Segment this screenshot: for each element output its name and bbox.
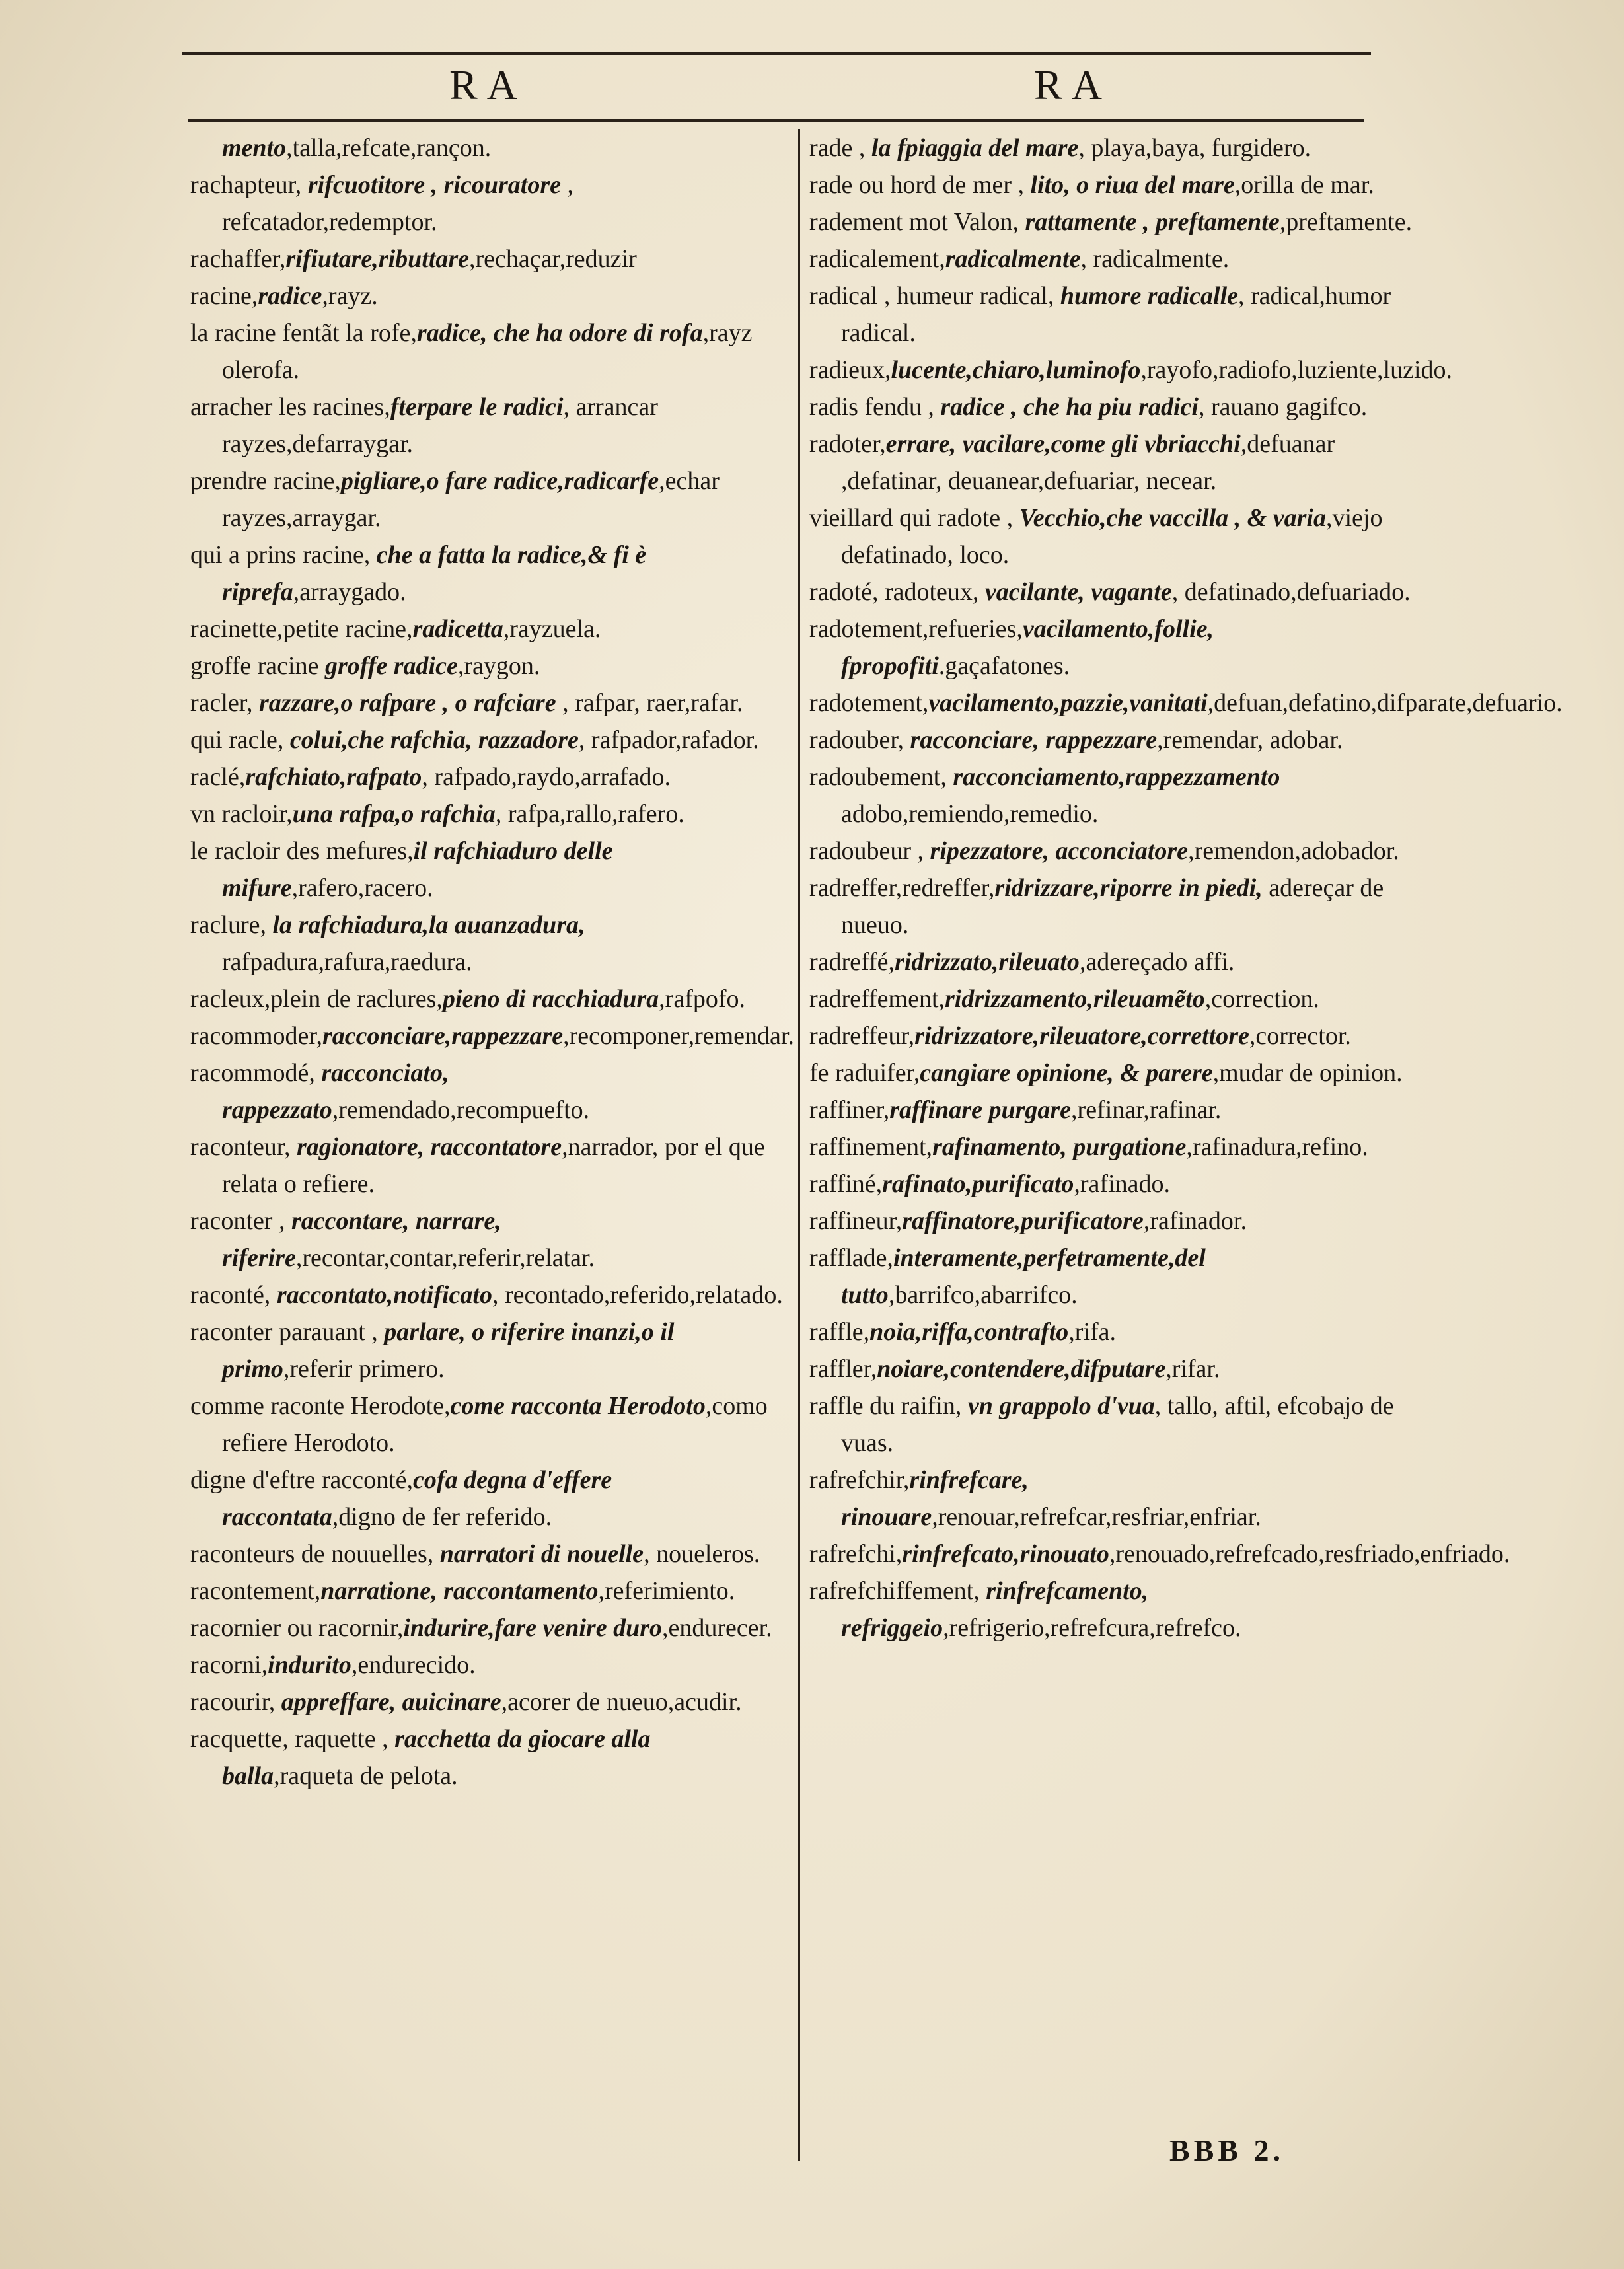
french-headword: groffe racine — [190, 652, 325, 680]
dictionary-entry — [809, 426, 1421, 500]
french-headword: raconté, — [190, 1281, 277, 1309]
italian-gloss: ridrizzato,rileuato — [895, 948, 1080, 976]
dictionary-entry — [809, 1092, 1421, 1129]
spanish-gloss: ,correction. — [1204, 985, 1319, 1013]
spanish-gloss: , arrancar rayzes,defarraygar. — [222, 393, 658, 458]
spanish-gloss: , radical,humor radical. — [841, 282, 1391, 347]
spanish-gloss: ,viejo defatinado, loco. — [841, 504, 1383, 569]
italian-gloss: vn grappolo d'vua — [967, 1392, 1155, 1420]
dictionary-entry — [190, 1684, 788, 1721]
header-rule — [188, 119, 1364, 122]
spanish-gloss: ,remendon,adobador. — [1188, 837, 1399, 865]
french-headword: radreffement, — [809, 985, 945, 1013]
italian-gloss: narratione, raccontamento — [320, 1577, 599, 1605]
column-divider — [798, 129, 800, 2161]
french-headword: fe raduifer, — [809, 1059, 920, 1087]
spanish-gloss: ,rafinadura,refino. — [1186, 1133, 1368, 1161]
spanish-gloss: .gaçafatones. — [938, 652, 1070, 680]
spanish-gloss: ,preftamente. — [1279, 208, 1413, 236]
french-headword: rade , — [809, 134, 871, 162]
french-headword: qui a prins racine, — [190, 541, 377, 569]
french-headword: le racloir des mefures, — [190, 837, 414, 865]
signature-mark: BBB 2. — [1169, 2134, 1285, 2167]
french-headword: radotement, — [809, 689, 929, 717]
dictionary-entry — [809, 1166, 1421, 1203]
spanish-gloss: ,rayz olerofa. — [222, 319, 753, 384]
spanish-gloss: ,renouado,refrefcado,resfriado,enfriado. — [1109, 1540, 1510, 1568]
dictionary-entry — [190, 833, 788, 907]
italian-gloss: raccontare, narrare, riferire — [222, 1207, 501, 1272]
spanish-gloss: ,defuanar ,defatinar, deuanear,defuariar, necear. — [841, 430, 1335, 495]
spanish-gloss: ,mudar de opinion. — [1212, 1059, 1403, 1087]
right-column — [809, 130, 1563, 1647]
dictionary-entry — [809, 611, 1421, 685]
spanish-gloss: , refcatador,redemptor. — [222, 171, 573, 236]
spanish-gloss: , rafpador,rafador. — [578, 726, 759, 754]
dictionary-entry — [809, 1351, 1421, 1388]
italian-gloss: rifiutare,ributtare — [285, 245, 470, 273]
french-headword: raclé, — [190, 763, 246, 791]
dictionary-entry — [809, 204, 1421, 241]
spanish-gloss: ,rafinador. — [1143, 1207, 1247, 1235]
spanish-gloss: , rafpar, raer,rafar. — [556, 689, 743, 717]
italian-gloss: Vecchio,che vaccilla , & varia — [1019, 504, 1326, 532]
dictionary-entry — [190, 907, 788, 981]
spanish-gloss: ,adereçado affi. — [1079, 948, 1235, 976]
spanish-gloss: ,remendar, adobar. — [1157, 726, 1343, 754]
spanish-gloss: ,endurecido. — [351, 1651, 476, 1679]
spanish-gloss: ,refinar,rafinar. — [1071, 1096, 1222, 1124]
spanish-gloss: ,talla,refcate,rançon. — [286, 134, 492, 162]
italian-gloss: ragionatore, raccontatore — [296, 1133, 562, 1161]
spanish-gloss: , radicalmente. — [1080, 245, 1230, 273]
spanish-gloss: , defatinado,defuariado. — [1171, 578, 1411, 606]
dictionary-entry — [190, 685, 788, 722]
left-column — [190, 130, 794, 1795]
french-headword: racorni, — [190, 1651, 268, 1679]
italian-gloss: la fpiaggia del mare — [871, 134, 1079, 162]
french-headword: racontement, — [190, 1577, 321, 1605]
italian-gloss: radicetta — [412, 615, 503, 643]
italian-gloss: rattamente , preftamente — [1025, 208, 1280, 236]
italian-gloss: vacilamento,pazzie,vanitati — [928, 689, 1208, 717]
spanish-gloss: , rauano gagifco. — [1198, 393, 1368, 421]
dictionary-entry — [190, 1203, 788, 1277]
spanish-gloss: ,rayzuela. — [503, 615, 601, 643]
spanish-gloss: ,referimiento. — [598, 1577, 735, 1605]
dictionary-entry — [809, 722, 1421, 759]
french-headword: raconteur, — [190, 1133, 297, 1161]
french-headword: radicalement, — [809, 245, 945, 273]
dictionary-entry — [809, 1314, 1421, 1351]
french-headword: comme raconte Herodote, — [190, 1392, 451, 1420]
french-headword: racourir, — [190, 1688, 281, 1716]
dictionary-entry — [190, 241, 788, 278]
italian-gloss: lito, o riua del mare — [1030, 171, 1235, 199]
french-headword: raclure, — [190, 911, 273, 939]
italian-gloss: appreffare, auicinare — [281, 1688, 501, 1716]
spanish-gloss: , rafpado,raydo,arrafado. — [422, 763, 671, 791]
spanish-gloss: ,remendado,recompuefto. — [332, 1096, 590, 1124]
spanish-gloss: ,recontar,contar,referir,relatar. — [295, 1244, 595, 1272]
italian-gloss: raffinatore,purificatore — [902, 1207, 1144, 1235]
italian-gloss: racconciare,rappezzare — [322, 1022, 564, 1050]
dictionary-entry — [190, 611, 788, 648]
dictionary-entry — [809, 944, 1421, 981]
dictionary-entry — [190, 278, 788, 315]
french-headword: rade ou hord de mer , — [809, 171, 1031, 199]
dictionary-entry — [190, 1610, 788, 1647]
french-headword: rachapteur, — [190, 171, 308, 199]
dictionary-entry — [809, 1055, 1421, 1092]
dictionary-entry — [809, 167, 1421, 204]
dictionary-entry — [809, 574, 1421, 611]
dictionary-entry — [809, 241, 1421, 278]
spanish-gloss: ,rifar. — [1165, 1355, 1220, 1383]
french-headword: raffle du raifin, — [809, 1392, 968, 1420]
french-headword: raffiné, — [809, 1170, 883, 1198]
top-rule — [182, 52, 1371, 55]
spanish-gloss: ,raqueta de pelota. — [274, 1762, 458, 1790]
french-headword: racommodé, — [190, 1059, 322, 1087]
spanish-gloss: ,acorer de nueuo,acudir. — [501, 1688, 742, 1716]
italian-gloss: ridrizzatore,rileuatore,correttore — [914, 1022, 1249, 1050]
italian-gloss: rafinato,purificato — [882, 1170, 1074, 1198]
dictionary-entry — [190, 389, 788, 463]
french-headword: radotement,refueries, — [809, 615, 1023, 643]
french-headword: rafflade, — [809, 1244, 893, 1272]
french-headword: digne d'eftre racconté, — [190, 1466, 414, 1494]
spanish-gloss: ,rayz. — [322, 282, 378, 310]
spanish-gloss: ,renouar,refrefcar,resfriar,enfriar. — [932, 1503, 1261, 1531]
italian-gloss: indurire,fare venire duro — [403, 1614, 662, 1642]
french-headword: raffler, — [809, 1355, 877, 1383]
french-headword: rachaffer, — [190, 245, 286, 273]
dictionary-entry — [809, 759, 1421, 833]
french-headword: raffinement, — [809, 1133, 933, 1161]
spanish-gloss: ,rechaçar,reduzir — [469, 245, 637, 273]
french-headword: radement mot Valon, — [809, 208, 1025, 236]
dictionary-entry — [809, 278, 1421, 352]
spanish-gloss: ,barrifco,abarrifco. — [888, 1281, 1078, 1309]
italian-gloss: interamente,perfetramente,del tutto — [841, 1244, 1206, 1309]
french-headword: raffineur, — [809, 1207, 903, 1235]
spanish-gloss: , rafpa,rallo,rafero. — [495, 800, 684, 828]
italian-gloss: racconciare, rappezzare — [910, 726, 1158, 754]
italian-gloss: come racconta Herodoto — [450, 1392, 706, 1420]
spanish-gloss: ,rafinado. — [1074, 1170, 1170, 1198]
french-headword: qui racle, — [190, 726, 290, 754]
french-headword: arracher les racines, — [190, 393, 390, 421]
italian-gloss: razzare,o rafpare , o rafciare — [258, 689, 556, 717]
dictionary-entry — [809, 1388, 1421, 1462]
dictionary-entry — [190, 167, 788, 241]
french-headword: raconter , — [190, 1207, 291, 1235]
french-headword: raconter parauant , — [190, 1318, 385, 1346]
dictionary-entry — [190, 722, 788, 759]
italian-gloss: noiare,contendere,difputare — [877, 1355, 1166, 1383]
spanish-gloss: ,referir primero. — [283, 1355, 445, 1383]
french-headword: radreffeur, — [809, 1022, 915, 1050]
french-headword: radoter, — [809, 430, 886, 458]
french-headword: prendre racine, — [190, 467, 341, 495]
spanish-gloss: ,narrador, por el que relata o refiere. — [222, 1133, 765, 1198]
spanish-gloss: ,orilla de mar. — [1234, 171, 1374, 199]
dictionary-entry — [190, 1388, 788, 1462]
italian-gloss: cofa degna d'effere raccontata — [222, 1466, 612, 1531]
dictionary-entry — [190, 1721, 788, 1795]
dictionary-entry — [190, 537, 788, 611]
italian-gloss: cangiare opinione, & parere — [920, 1059, 1213, 1087]
italian-gloss: vacilamento,follie, fpropofiti — [841, 615, 1214, 680]
italian-gloss: racchetta da giocare alla balla — [222, 1725, 651, 1790]
italian-gloss: pieno di racchiadura — [442, 985, 659, 1013]
dictionary-entry — [809, 870, 1421, 944]
french-headword: raffiner, — [809, 1096, 890, 1124]
french-headword: radis fendu , — [809, 393, 941, 421]
italian-gloss: rafinamento, purgatione — [932, 1133, 1187, 1161]
spanish-gloss: adereçar de nueuo. — [841, 874, 1384, 939]
french-headword: radreffé, — [809, 948, 895, 976]
french-headword: rafrefchi, — [809, 1540, 903, 1568]
dictionary-entry — [190, 796, 788, 833]
italian-gloss: la rafchiadura,la auanzadura, — [272, 911, 585, 939]
italian-gloss: racconciato, rappezzato — [222, 1059, 449, 1124]
spanish-gloss: , tallo, aftil, efcobajo de vuas. — [841, 1392, 1394, 1457]
italian-gloss: ridrizzare,riporre in piedi, — [994, 874, 1263, 902]
italian-gloss: colui,che rafchia, razzadore — [289, 726, 579, 754]
spanish-gloss: ,refrigerio,refrefcura,refrefco. — [943, 1614, 1241, 1642]
italian-gloss: lucente,chiaro,luminofo — [891, 356, 1141, 384]
french-headword: radouber, — [809, 726, 910, 754]
italian-gloss: che a fatta la radice,& fi è riprefa — [222, 541, 647, 606]
spanish-gloss: ,echar rayzes,arraygar. — [222, 467, 720, 532]
dictionary-entry — [190, 1573, 788, 1610]
italian-gloss: raffinare purgare — [889, 1096, 1072, 1124]
italian-gloss: mento — [222, 134, 287, 162]
dictionary-entry — [190, 1647, 788, 1684]
french-headword: racommoder, — [190, 1022, 323, 1050]
spanish-gloss: ,rifa. — [1068, 1318, 1117, 1346]
italian-gloss: narratori di nouelle — [439, 1540, 644, 1568]
dictionary-entry — [190, 759, 788, 796]
french-headword: radoubement, — [809, 763, 953, 791]
french-headword: radoubeur , — [809, 837, 930, 865]
spanish-gloss: adobo,remiendo,remedio. — [841, 800, 1099, 828]
spanish-gloss: ,rafero,racero. — [291, 874, 433, 902]
spanish-gloss: ,rayofo,radiofo,luziente,luzido. — [1140, 356, 1453, 384]
italian-gloss: ripezzatore, acconciatore — [930, 837, 1189, 865]
running-head-left: RA — [449, 61, 527, 108]
dictionary-entry — [809, 833, 1421, 870]
spanish-gloss: ,recomponer,remendar. — [563, 1022, 794, 1050]
spanish-gloss: ,endurecer. — [662, 1614, 772, 1642]
french-headword: radical , humeur radical, — [809, 282, 1060, 310]
italian-gloss: ridrizzamento,rileuamẽto — [945, 985, 1205, 1013]
dictionary-entry — [809, 1573, 1421, 1647]
italian-gloss: radice, che ha odore di rofa — [416, 319, 703, 347]
french-headword: vn racloir, — [190, 800, 293, 828]
french-headword: racornier ou racornir, — [190, 1614, 404, 1642]
dictionary-entry — [190, 1314, 788, 1388]
dictionary-entry — [190, 463, 788, 537]
spanish-gloss: ,arraygado. — [293, 578, 406, 606]
italian-gloss: humore radicalle — [1060, 282, 1239, 310]
french-headword: racinette,petite racine, — [190, 615, 413, 643]
french-headword: radieux, — [809, 356, 891, 384]
french-headword: rafrefchir, — [809, 1466, 910, 1494]
dictionary-entry — [190, 1129, 788, 1203]
dictionary-entry — [809, 1462, 1421, 1536]
french-headword: racleux,plein de raclures, — [190, 985, 443, 1013]
running-head-right: RA — [1034, 61, 1111, 108]
french-headword: radoté, radoteux, — [809, 578, 985, 606]
spanish-gloss: ,como refiere Herodoto. — [222, 1392, 768, 1457]
dictionary-entry — [190, 315, 788, 389]
dictionary-entry — [809, 685, 1563, 722]
french-headword: raconteurs de nouuelles, — [190, 1540, 440, 1568]
dictionary-entry — [190, 1462, 788, 1536]
spanish-gloss: , noueleros. — [644, 1540, 760, 1568]
dictionary-entry — [809, 981, 1421, 1018]
french-headword: radreffer,redreffer, — [809, 874, 995, 902]
dictionary-entry — [190, 1055, 788, 1129]
italian-gloss: noia,riffa,contrafto — [869, 1318, 1069, 1346]
spanish-gloss: ,digno de fer referido. — [332, 1503, 552, 1531]
spanish-gloss: , recontado,referido,relatado. — [492, 1281, 783, 1309]
spanish-gloss: ,rafpofo. — [659, 985, 746, 1013]
italian-gloss: indurito — [268, 1651, 351, 1679]
italian-gloss: una rafpa,o rafchia — [292, 800, 496, 828]
italian-gloss: rinfrefcare, rinouare — [841, 1466, 1029, 1531]
italian-gloss: rinfrefcamento, refriggeio — [841, 1577, 1149, 1642]
italian-gloss: raccontato,notificato — [276, 1281, 492, 1309]
french-headword: vieillard qui radote , — [809, 504, 1019, 532]
italian-gloss: radice — [258, 282, 322, 310]
french-headword: rafrefchiffement, — [809, 1577, 986, 1605]
italian-gloss: parlare, o riferire inanzi,o il primo — [222, 1318, 675, 1383]
italian-gloss: radice , che ha piu radici — [940, 393, 1199, 421]
spanish-gloss: ,defuan,defatino,difparate,defuario. — [1207, 689, 1563, 717]
italian-gloss: rinfrefcato,rinouato — [902, 1540, 1109, 1568]
dictionary-entry — [809, 352, 1453, 389]
spanish-gloss: ,corrector. — [1249, 1022, 1351, 1050]
dictionary-entry — [809, 1018, 1421, 1055]
dictionary-entry — [190, 981, 788, 1018]
french-headword: racler, — [190, 689, 259, 717]
italian-gloss: fterpare le radici — [390, 393, 564, 421]
dictionary-entry — [809, 1240, 1421, 1314]
french-headword: racquette, raquette , — [190, 1725, 395, 1753]
italian-gloss: racconciamento,rappezzamento — [953, 763, 1280, 791]
spanish-gloss: ,raygon. — [457, 652, 540, 680]
italian-gloss: rifcuotitore , ricouratore — [307, 171, 561, 199]
dictionary-entry — [190, 1536, 788, 1573]
italian-gloss: errare, vacilare,come gli vbriacchi — [885, 430, 1241, 458]
dictionary-entry — [809, 1536, 1510, 1573]
spanish-gloss: , playa,baya, furgidero. — [1078, 134, 1311, 162]
italian-gloss: rafchiato,rafpato — [245, 763, 422, 791]
dictionary-entry — [809, 1203, 1421, 1240]
italian-gloss: groffe radice — [324, 652, 458, 680]
dictionary-entry — [809, 389, 1421, 426]
italian-gloss: radicalmente — [945, 245, 1081, 273]
dictionary-entry — [190, 130, 788, 167]
italian-gloss: pigliare,o fare radice,radicarfe — [340, 467, 659, 495]
dictionary-entry — [809, 130, 1421, 167]
italian-gloss: vacilante, vagante — [984, 578, 1172, 606]
dictionary-entry — [190, 1018, 794, 1055]
dictionary-entry — [190, 1277, 788, 1314]
dictionary-entry — [809, 1129, 1421, 1166]
dictionary-entry — [190, 648, 788, 685]
french-headword: raffle, — [809, 1318, 870, 1346]
french-headword: la racine fentãt la rofe, — [190, 319, 417, 347]
italian-gloss: il rafchiaduro delle mifure — [222, 837, 613, 902]
dictionary-entry — [809, 500, 1421, 574]
french-headword: racine, — [190, 282, 258, 310]
spanish-gloss: rafpadura,rafura,raedura. — [222, 948, 472, 976]
